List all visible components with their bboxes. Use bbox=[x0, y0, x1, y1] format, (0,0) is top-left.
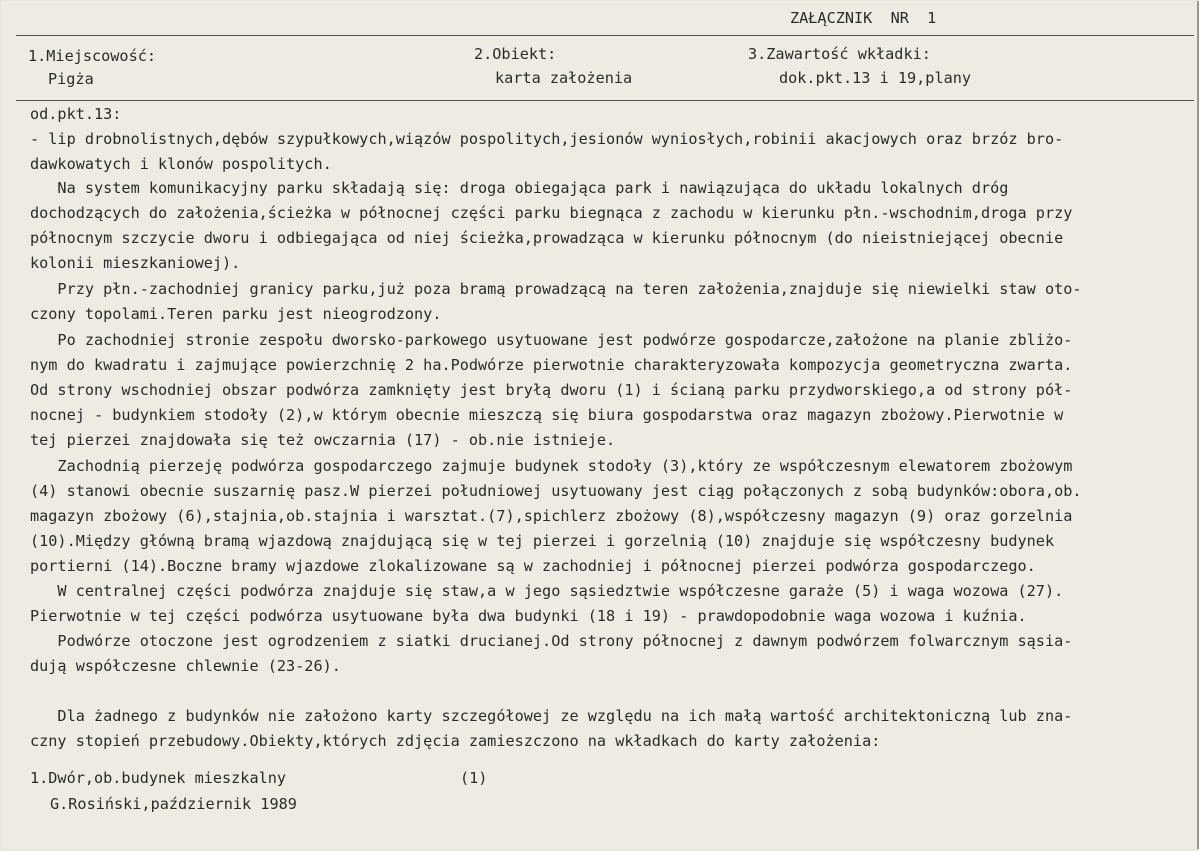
body-line: Pierwotnie w tej części podwórza usytuowane była dwa budynki (18 i 19) - prawdopodobnie waga wozowa i kuźnia. bbox=[30, 607, 1027, 625]
body-line: dawkowatych i klonów pospolitych. bbox=[30, 155, 332, 173]
body-line: Od strony wschodniej obszar podwórza zamknięty jest bryłą dworu (1) i ścianą parku przydworskiego,a od strony pół- bbox=[30, 381, 1073, 399]
body-line: Podwórze otoczone jest ogrodzeniem z siatki drucianej.Od strony północnej z dawnym podwórzem folwarcznym sąsia- bbox=[30, 632, 1073, 650]
body-line: nym do kwadratu i zajmujące powierzchnię 2 ha.Podwórze pierwotnie charakteryzowała kompozycja geometryczna zwarta. bbox=[30, 356, 1073, 374]
body-line: Po zachodniej stronie zespołu dworsko-parkowego usytuowane jest podwórze gospodarcze,założone na planie zbliżo- bbox=[30, 331, 1073, 349]
body-line: - lip drobnolistnych,dębów szypułkowych,wiązów pospolitych,jesionów wyniosłych,robinii akacjowych oraz brzóz bro- bbox=[30, 130, 1064, 148]
body-line: kolonii mieszkaniowej). bbox=[30, 254, 241, 272]
body-line: magazyn zbożowy (6),stajnia,ob.stajnia i warsztat.(7),spichlerz zbożowy (8),współczesny magazyn (9) oraz gorzelnia bbox=[30, 507, 1073, 525]
body-line: W centralnej części podwórza znajduje się staw,a w jego sąsiedztwie współczesne garaże (5) i waga wozowa (27). bbox=[30, 582, 1064, 600]
body-line: nocnej - budynkiem stodoły (2),w którym obecnie mieszczą się biura gospodarstwa oraz magazyn zbożowy.Pierwotnie w bbox=[30, 406, 1064, 424]
object-label: 2.Obiekt: bbox=[474, 45, 557, 63]
body-line: portierni (14).Boczne bramy wjazdowe zlokalizowane są w zachodniej i północnej pierzei podwórza gospodarczego. bbox=[30, 557, 1036, 575]
body-line: Zachodnią pierzeję podwórza gospodarczego zajmuje budynek stodoły (3),który ze współczesnym elewatorem zbożowym bbox=[30, 457, 1073, 475]
header-top-rule bbox=[16, 35, 1194, 36]
body-line: Przy płn.-zachodniej granicy parku,już poza bramą prowadzącą na teren założenia,znajduje się niewielki staw oto- bbox=[30, 280, 1082, 298]
locality-value: Pigża bbox=[48, 70, 94, 88]
insert-contents-label: 3.Zawartość wkładki: bbox=[748, 45, 931, 63]
body-line: dochodzących do założenia,ścieżka w północnej części parku biegnąca z zachodu w kierunku płn.-wschodnim,droga przy bbox=[30, 204, 1073, 222]
body-line: czny stopień przebudowy.Obiekty,których zdjęcia zamieszczono na wkładkach do karty założenia: bbox=[30, 732, 881, 750]
object-item-name: 1.Dwór,ob.budynek mieszkalny bbox=[30, 769, 287, 787]
object-value: karta założenia bbox=[495, 69, 633, 87]
signature: G.Rosiński,październik 1989 bbox=[50, 795, 297, 813]
object-item-ref: (1) bbox=[460, 769, 488, 787]
body-line: (4) stanowi obecnie suszarnię pasz.W pierzei południowej usytuowany jest ciąg połączonych z sobą budynków:obora,ob. bbox=[30, 482, 1082, 500]
annex-label: ZAŁĄCZNIK NR 1 bbox=[790, 9, 937, 27]
body-line: czony topolami.Teren parku jest nieogrodzony. bbox=[30, 305, 442, 323]
body-line: tej pierzei znajdowała się też owczarnia (17) - ob.nie istnieje. bbox=[30, 431, 616, 449]
body-line: Dla żadnego z budynków nie założono karty szczegółowej ze względu na ich małą wartość architektoniczną lub zna- bbox=[30, 707, 1073, 725]
body-line: (10).Między główną bramą wjazdową znajdującą się w tej pierzei i gorzelnią (10) znajduje się współczesny budynek bbox=[30, 532, 1055, 550]
header-bottom-rule bbox=[16, 100, 1194, 101]
body-line: od.pkt.13: bbox=[30, 105, 122, 123]
body-line: dują współczesne chlewnie (23-26). bbox=[30, 657, 341, 675]
locality-label: 1.Miejscowość: bbox=[28, 47, 157, 65]
body-line: Na system komunikacyjny parku składają się: droga obiegająca park i nawiązująca do układu lokalnych dróg bbox=[30, 179, 1009, 197]
insert-contents-value: dok.pkt.13 i 19,plany bbox=[779, 69, 972, 87]
document-sheet bbox=[2, 1, 1199, 849]
body-line: północnym szczycie dworu i odbiegająca od niej ścieżka,prowadząca w kierunku północnym (do nieistniejącej obecnie bbox=[30, 229, 1064, 247]
